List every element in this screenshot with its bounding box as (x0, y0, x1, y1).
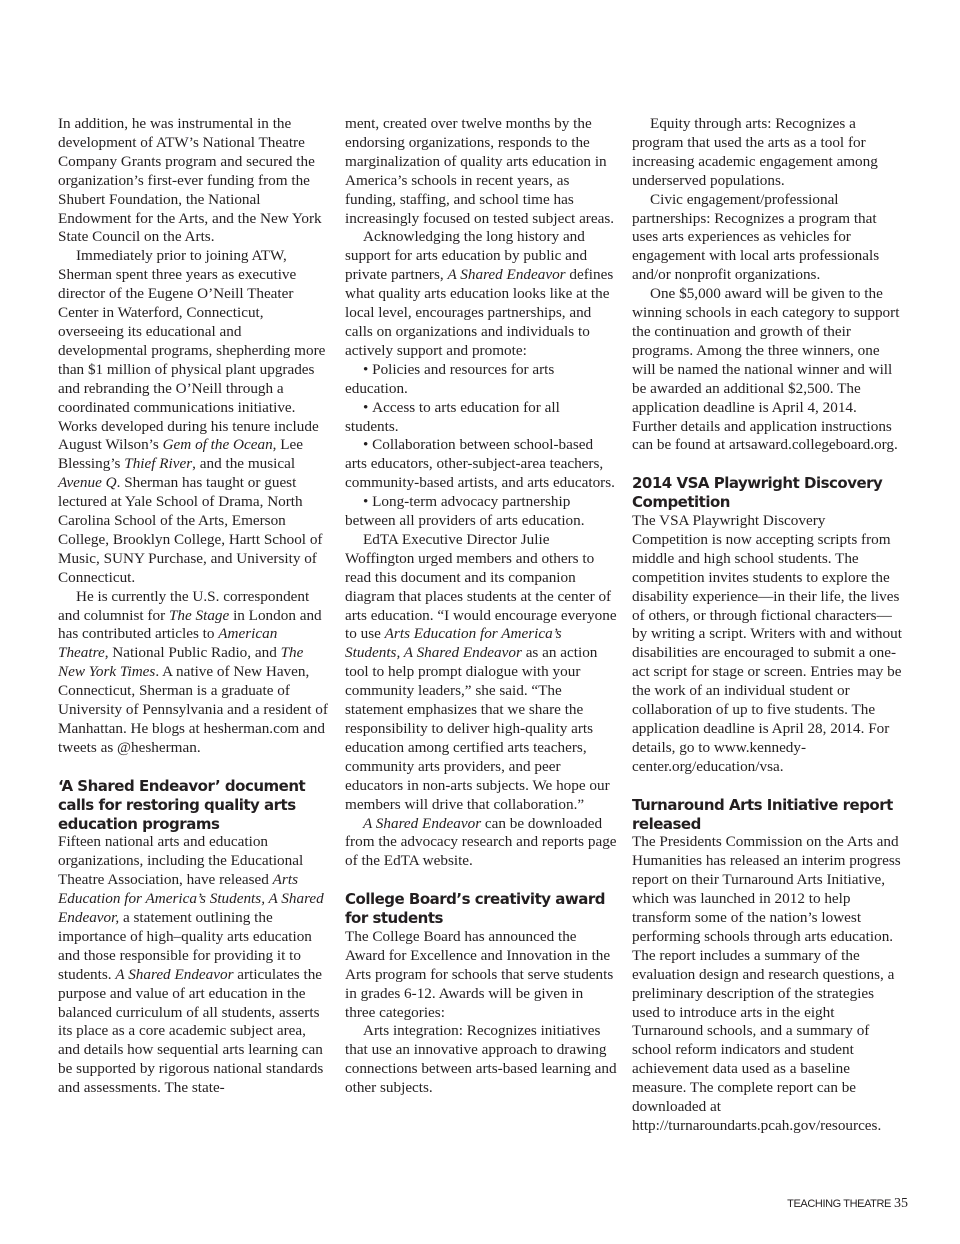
paragraph: Acknowledging the long history and support for arts education by public and private partners, A Shared Endeavor defines what quality arts education looks like at the local level, encourages partnerships, and calls on organizations and individuals to actively support and promote: (345, 228, 614, 359)
paragraph: Fifteen national arts and education organizations, including the Educational Theatre Association, have released Arts Education for America’s Students, A Shared Endeavor, a statement outlining the importance of high–quality arts education and those responsible for providing it to students. A Shared Endeavor articulates the purpose and value of art education in the balanced curriculum of all students, asserts its place as a core academic subject area, and details how sequential arts learning can be supported by rigorous national standards and assessments. The state- (58, 833, 324, 1097)
paragraph: Civic engagement/professional partnerships: Recognizes a program that uses arts experiences as vehicles for engagement with local arts professionals and/or nonprofit organizations. (632, 190, 880, 284)
paragraph: The College Board has announced the Award for Excellence and Innovation in the Arts program for schools that serve students in grades 6-12. Awards will be given in three categories: (345, 927, 614, 1021)
paragraph: Equity through arts: Recognizes a program that used the arts as a tool for increasing academic engagement among underserved populations. (632, 115, 878, 189)
paragraph: ment, created over twelve months by the endorsing organizations, responds to the marginalization of quality arts education in America’s schools in recent years, as funding, staffing, and school time has increasingly focused on tested subject areas. (345, 115, 615, 227)
page-footer (787, 1196, 908, 1212)
paragraph: The Presidents Commission on the Arts and Humanities has released an interim progress report on their Turnaround Arts Initiative, which was launched in 2012 to help transform some of the nation’s lowest performing schools through arts education. The report includes a summary of the evaluation design and research questions, a preliminary description of the strategies used to introduce arts in the eight Turnaround schools, and a summary of school reform indicators and student achievement data used as a baseline measure. The complete report can be downloaded at http://turnaroundarts.pcah.gov/resources. (632, 833, 901, 1134)
paragraph: EdTA Executive Director Julie Woffington urged members and others to read this document and its companion diagram that places students at the center of arts education. “I would encourage everyone to use Arts Education for America’s Students, A Shared Endeavor as an action tool to help prompt dialogue with your community leaders,” she said. “The statement emphasizes that we share the responsibility to deliver high-quality arts education among certified arts teachers, community arts providers, and peer educators in non-arts subjects. We hope our members will drive that collaboration.” (345, 530, 617, 813)
column-left (58, 115, 330, 1098)
column-right (632, 115, 904, 1136)
article-heading-turnaround: Turnaround Arts Initiative report released (632, 795, 893, 833)
column-middle (345, 115, 617, 1098)
paragraph: The VSA Playwright Discovery Competition is now accepting scripts from middle and high school students. The competition invites students to explore the disability experience—in their life, the lives of others, or through fictional characters—by writing a script. Writers with and without disabilities are encouraged to submit a one-act script for stage or screen. Entries may be the work of an individual student or collaboration of up to five students. The application deadline is April 28, 2014. For details, go to www.kennedy-center.org/education/vsa. (632, 512, 902, 775)
paragraph: Immediately prior to joining ATW, Sherman spent three years as executive director of the Eugene O’Neill Theater Center in Waterford, Connecticut, overseeing its educational and developmental programs, shepherding more than $1 million of physical plant upgrades and rebranding the O’Neill through a coordinated communications initiative. Works developed during his tenure include August Wilson’s Gem of the Ocean, Lee Blessing’s Thief River, and the musical Avenue Q. Sherman has taught or guest lectured at Yale School of Drama, North Carolina School of the Arts, Emerson College, Brooklyn College, Hartt School of Music, SUNY Purchase, and University of Connecticut. (58, 247, 326, 586)
article-heading-shared-endeavor: ‘A Shared Endeavor’ document calls for restoring quality arts education programs (58, 776, 306, 833)
bullet-item: • Collaboration between school-based arts educators, other-subject-area teachers, community-based artists, and arts educators. (345, 436, 617, 493)
bullet-item: • Policies and resources for arts education. (345, 361, 617, 399)
article-heading-college-board: College Board’s creativity award for students (345, 890, 605, 928)
paragraph: He is currently the U.S. correspondent and columnist for The Stage in London and has contributed articles to American Theatre, National Public Radio, and The New York Times. A native of New Haven, Connecticut, Sherman is a graduate of University of Pennsylvania and a resident of Manhattan. He blogs at hesherman.com and tweets as @hesherman. (58, 587, 328, 756)
paragraph: In addition, he was instrumental in the development of ATW’s National Theatre Company Grants program and secured the organization’s first-ever funding from the Shubert Foundation, the National Endowment for the Arts, and the New York State Council on the Arts. (58, 115, 322, 246)
paragraph: One $5,000 award will be given to the winning schools in each category to support the continuation and growth of their programs. Among the three winners, one will be named the national winner and will be awarded an additional $2,500. The application deadline is April 4, 2014. Further details and application instructions can be found at artsaward.collegeboard.org. (632, 285, 900, 454)
page-number: 35 (894, 1196, 908, 1211)
paragraph: Arts integration: Recognizes initiatives that use an innovative approach to drawing connections between arts-based learning and other subjects. (345, 1022, 617, 1097)
paragraph: A Shared Endeavor can be downloaded from the advocacy research and reports page of the EdTA website. (345, 814, 617, 870)
bullet-item: • Long-term advocacy partnership between all providers of arts education. (345, 493, 617, 531)
article-heading-vsa: 2014 VSA Playwright Discovery Competition (632, 474, 883, 512)
publication-name: TEACHING THEATRE (787, 1198, 891, 1210)
bullet-item: • Access to arts education for all students. (345, 399, 617, 437)
